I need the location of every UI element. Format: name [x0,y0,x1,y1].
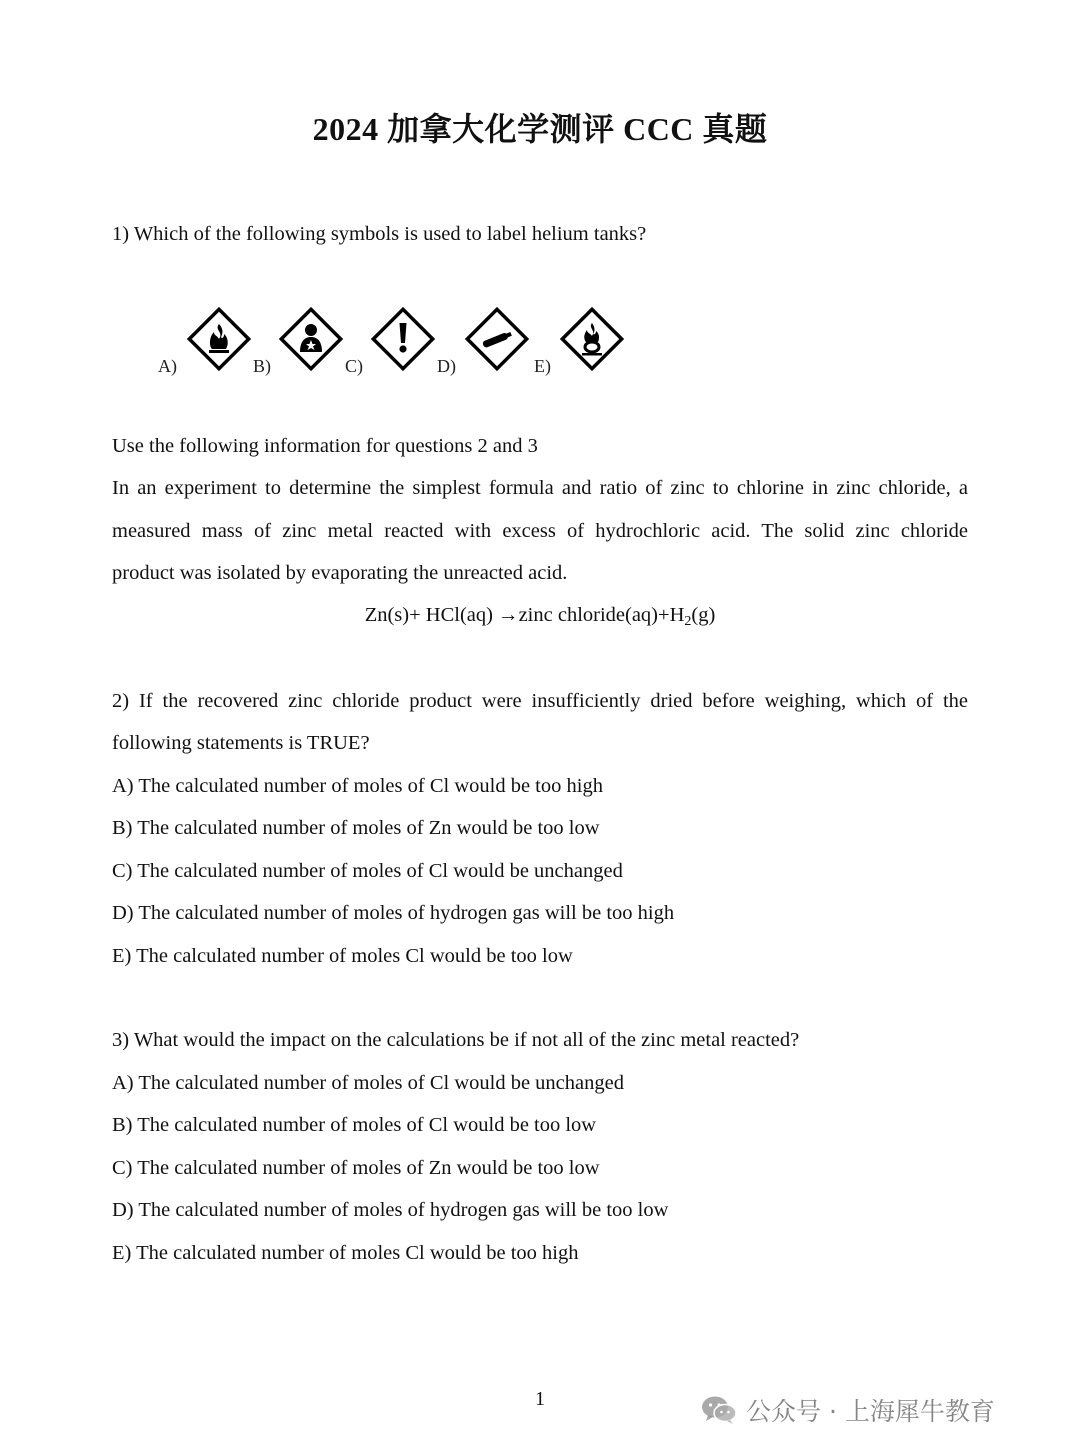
wechat-icon [700,1394,738,1426]
q1-option-d-label: D) [437,356,456,376]
equation-tail: (g) [691,604,716,626]
q1-option-e-label: E) [534,356,551,376]
q2-option-e: E) The calculated number of moles Cl would be too low [112,945,573,967]
q3-option-c: C) The calculated number of moles of Zn would be too low [112,1157,600,1179]
q3-option-b: B) The calculated number of moles of Cl would be too low [112,1114,597,1136]
q2-option-d: D) The calculated number of moles of hydrogen gas will be too high [112,902,675,924]
info-heading: Use the following information for questions 2 and 3 [112,435,538,457]
q3-option-d: D) The calculated number of moles of hydrogen gas will be too low [112,1199,669,1221]
q2-option-b: B) The calculated number of moles of Zn would be too low [112,817,600,839]
watermark-text: 公众号 · 上海犀牛教育 [746,1397,995,1426]
flame-hazard-icon [186,306,252,372]
info-paragraph-line-3: product was isolated by evaporating the unreacted acid. [112,562,568,584]
question-3-stem: 3) What would the impact on the calculations be if not all of the zinc metal reacted? [112,1029,800,1051]
question-2-stem-line-1: 2) If the recovered zinc chloride product were insufficiently dried before weighing, which of the [112,690,968,712]
equation-main: Zn(s)+ HCl(aq) →zinc chloride(aq)+H [364,604,685,626]
q1-option-a-label: A) [158,356,177,376]
flame-over-circle-icon [559,306,625,372]
health-hazard-icon [278,306,344,372]
exclamation-mark-icon [370,306,436,372]
watermark [700,1392,995,1428]
q2-option-c: C) The calculated number of moles of Cl would be unchanged [112,860,623,882]
q1-option-c-label: C) [345,356,363,376]
page-number: 1 [535,1388,545,1410]
question-1-stem: 1) Which of the following symbols is used to label helium tanks? [112,223,647,245]
equation-subscript: 2 [684,614,692,629]
q3-option-a: A) The calculated number of moles of Cl would be unchanged [112,1072,624,1094]
page-title: 2024 加拿大化学测评 CCC 真题 [312,111,768,147]
info-paragraph-line-1: In an experiment to determine the simplest formula and ratio of zinc to chlorine in zinc chloride, a [112,477,968,499]
q3-option-e: E) The calculated number of moles Cl would be too high [112,1242,579,1264]
q1-option-b-label: B) [253,356,271,376]
q2-option-a: A) The calculated number of moles of Cl would be too high [112,775,603,797]
question-2-stem-line-2: following statements is TRUE? [112,732,370,754]
reaction-equation [0,604,1080,630]
gas-cylinder-icon [464,306,530,372]
info-paragraph-line-2: measured mass of zinc metal reacted with excess of hydrochloric acid. The solid zinc chloride [112,520,968,542]
